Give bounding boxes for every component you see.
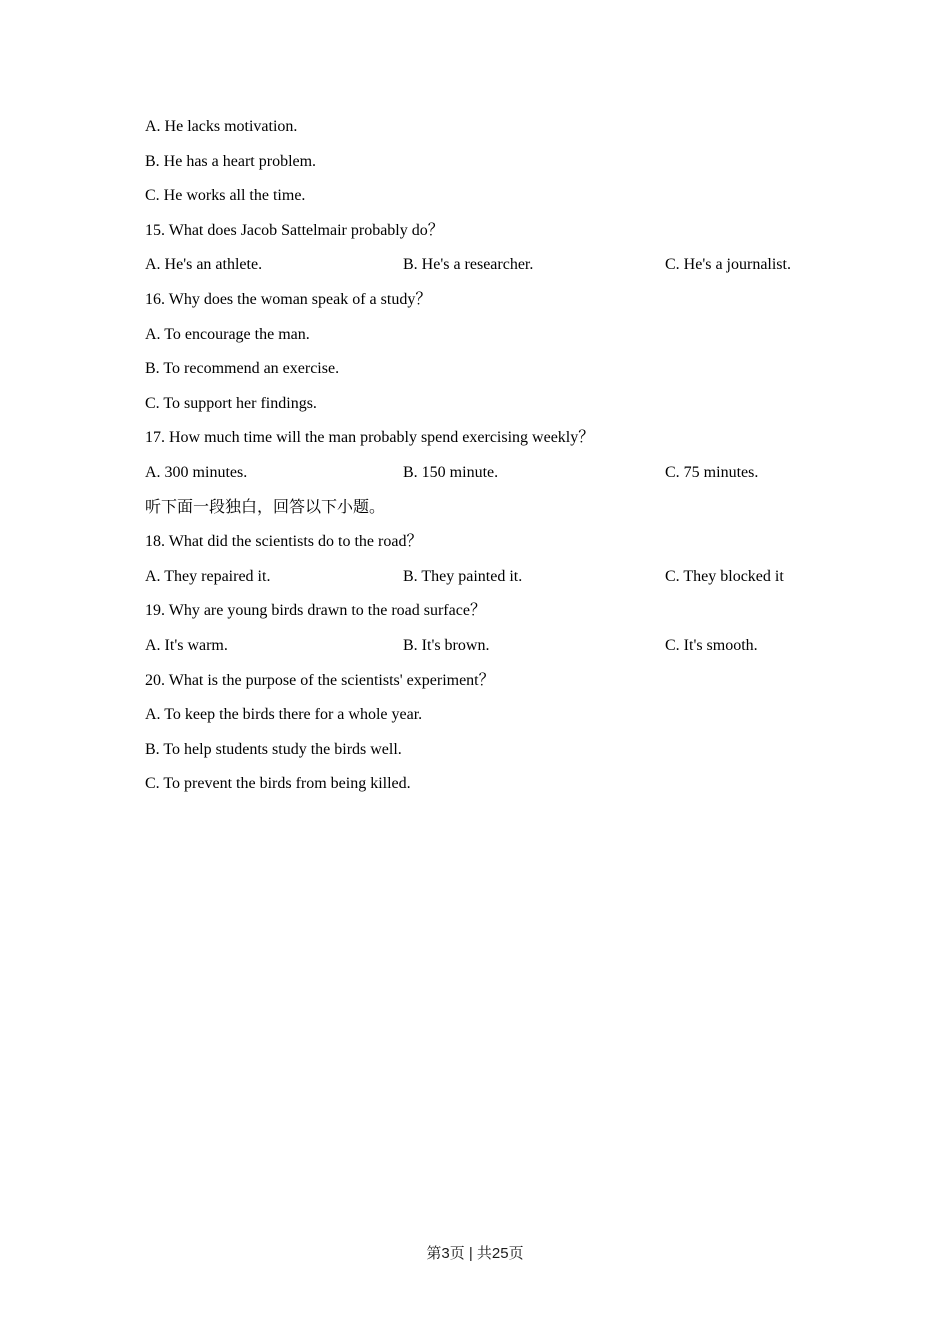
text-line: B. To recommend an exercise.	[145, 360, 340, 378]
text-line: A. To encourage the man.	[145, 325, 310, 343]
option-text: C. 75 minutes.	[665, 463, 759, 481]
text-line: A. To keep the birds there for a whole year.	[145, 706, 423, 724]
option-text: B. It's brown.	[403, 636, 490, 654]
option-text: C. He's a journalist.	[665, 256, 791, 274]
option-text: A. They repaired it.	[145, 567, 271, 585]
text-line: 18. What did the scientists do to the road？	[145, 533, 423, 551]
option-text: A. He's an athlete.	[145, 256, 263, 274]
page-number-label: 第3页 | 共25页	[426, 1245, 524, 1262]
option-text: B. They painted it.	[403, 567, 523, 585]
text-line: C. To support her findings.	[145, 394, 317, 412]
option-row	[145, 456, 825, 491]
text-line: 19. Why are young birds drawn to the road surface？	[145, 602, 486, 620]
text-line: 17. How much time will the man probably spend exercising weekly？	[145, 429, 595, 447]
text-line: B. He has a heart problem.	[145, 152, 317, 170]
text-line: A. He lacks motivation.	[145, 118, 298, 135]
text-line: 16. Why does the woman speak of a study？	[145, 290, 432, 308]
text-line: C. To prevent the birds from being killed.	[145, 775, 411, 793]
text-line: C. He works all the time.	[145, 187, 306, 205]
option-row	[145, 560, 825, 595]
text-line: 听下面一段独白，回答以下小题。	[145, 498, 386, 516]
option-row	[145, 629, 825, 664]
option-text: A. 300 minutes.	[145, 463, 248, 481]
text-line: 20. What is the purpose of the scientists' experiment？	[145, 671, 495, 689]
exam-questions-content	[145, 110, 825, 802]
option-text: A. It's warm.	[145, 636, 228, 654]
text-line: B. To help students study the birds well.	[145, 740, 402, 758]
option-text: C. They blocked it	[665, 567, 784, 585]
option-text: C. It's smooth.	[665, 636, 758, 654]
page-footer	[0, 1242, 950, 1263]
text-line: 15. What does Jacob Sattelmair probably do？	[145, 221, 444, 239]
option-text: B. 150 minute.	[403, 463, 499, 481]
option-text: B. He's a researcher.	[403, 256, 534, 274]
option-row	[145, 248, 825, 283]
